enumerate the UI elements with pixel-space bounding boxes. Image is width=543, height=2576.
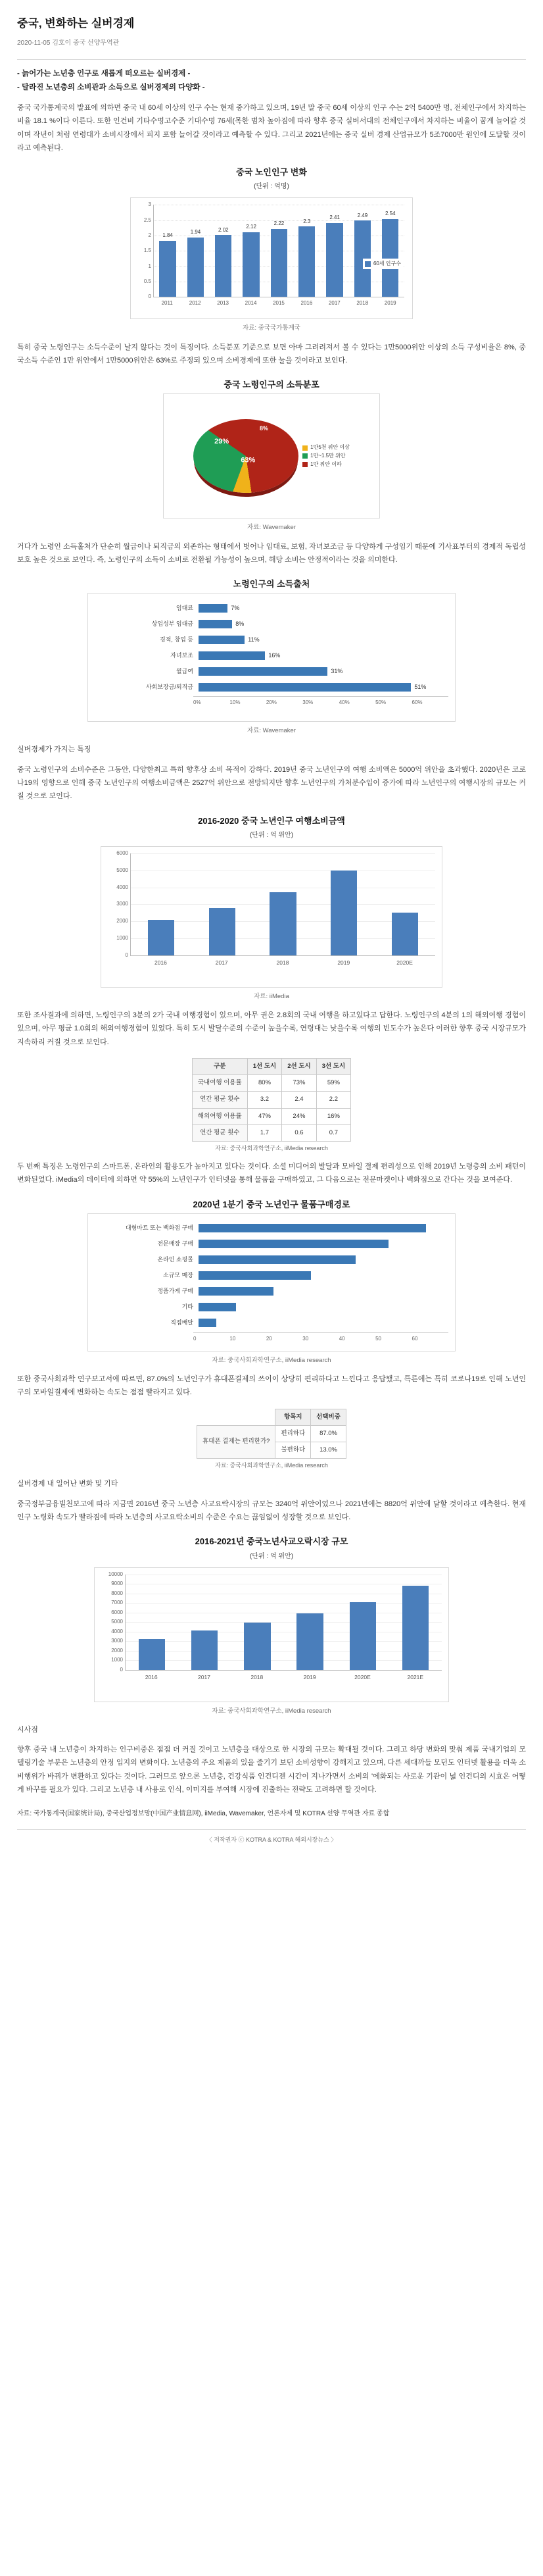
- chart-소득분포: [17, 378, 526, 533]
- chart3-row-value: 51%: [414, 683, 427, 690]
- chart3-xtick: 30%: [302, 699, 314, 706]
- chart4-ytick: 6000: [116, 850, 128, 857]
- chart6-xaxis: [125, 1673, 442, 1682]
- chart3-row-label: 자녀보조: [170, 651, 193, 659]
- chart3-row-value: 31%: [331, 667, 343, 674]
- chart1-ytick: 0: [148, 293, 151, 300]
- chart1-xtick: 2018: [356, 300, 369, 307]
- chart1-bar-item: [156, 205, 179, 297]
- chart3-row-label: 상업성부 임대금: [151, 620, 193, 627]
- chart1-bar-value: 1.84: [162, 232, 173, 239]
- chart1-bar-item: [379, 205, 402, 297]
- chart2-legend: [302, 443, 350, 468]
- chart3-bar: [199, 651, 265, 660]
- chart4-panel: [101, 846, 442, 988]
- chart5-bar: [199, 1303, 236, 1311]
- paragraph-10: 중국정부금융빌천보고에 따라 지금면 2016년 중국 노년층 사고요락시장의 규모는 3240억 위안이었으나 2021년에는 8820억 위안에 달할 것이라고 예측한다. 현재 인구 노령화 속도가 빨라짐에 따라 노년층의 사고요락소비의 수준은 수요는 끊임없이 성장할 것으로 보인다.: [17, 1500, 526, 1522]
- chart3-row-label: 월급여: [176, 667, 193, 674]
- legend-swatch-icon: [302, 445, 308, 451]
- chart3-source: 자료: Wavemaker: [247, 727, 296, 735]
- chart3-xaxis: [193, 696, 448, 707]
- chart6-bar: [244, 1623, 270, 1669]
- table-header-row: [192, 1059, 350, 1075]
- table-header-row: [197, 1409, 346, 1425]
- chart4-bar: [148, 920, 174, 955]
- chart5-row: [95, 1269, 448, 1282]
- chart4-ytick: 3000: [116, 901, 128, 907]
- table-cell: 24%: [282, 1108, 316, 1124]
- chart5-bar: [199, 1224, 426, 1232]
- chart4-ytick: 0: [125, 952, 128, 959]
- pie-slice-label: 63%: [241, 456, 256, 465]
- pie-slice-label: 29%: [214, 438, 229, 445]
- chart1-bar-value: 2.3: [303, 218, 311, 224]
- chart5-xtick: 20: [266, 1335, 272, 1342]
- chart1-bar-item: [323, 205, 346, 297]
- chart4-bar: [270, 892, 296, 955]
- chart1-ytick: 2.5: [143, 216, 151, 223]
- chart5-row: [95, 1238, 448, 1251]
- table-cell: 13.0%: [311, 1442, 346, 1458]
- chart3-row: [95, 617, 448, 630]
- chart5-xtick: 0: [193, 1335, 197, 1342]
- chart6-xtick: 2021E: [407, 1673, 424, 1680]
- chart5-row-label: 전문매장 구매: [157, 1240, 193, 1248]
- chart1-bar-item: [240, 205, 262, 297]
- chart4-ytick: 5000: [116, 867, 128, 873]
- chart5-row-label: 대형마트 또는 백화점 구매: [125, 1225, 193, 1232]
- chart4-ytick: 4000: [116, 884, 128, 890]
- chart5-bar: [199, 1287, 273, 1296]
- chart6-xtick: 2020E: [354, 1673, 371, 1680]
- paragraph-1: 중국 국가통계국의 발표에 의하면 중국 내 60세 이상의 인구 수는 현재 중가하고 있으며, 19년 말 중국 60세 이상의 인구 수는 2억 5400만 명, 전체인구에서 차지하는 비율 18.1 %이다 이른다. 또한 인건비 기타수명고수준 기대수명 76세(목한 범차 높아짐에 따라 향후 중국 실버서대의 전체인구에서 차지하는 비율이 꿈게 늘어갈 것이며 작년이 처럼 연령대가 소비시장에서 피지 포함 늘어갈 것이라고 예측할 수 있다. 그리고 2021년에는 중국 실버 경제 산업규모가 5조7000만 원인에 도달할 것이라고 예측된다.: [17, 103, 526, 153]
- table-cell: 3.2: [247, 1092, 281, 1108]
- chart1-bar-value: 2.12: [246, 224, 256, 230]
- chart1-bar-value: 2.02: [218, 226, 229, 233]
- chart5-row: [95, 1222, 448, 1235]
- chart6-ytick: 8000: [111, 1590, 123, 1596]
- chart6-bar: [139, 1639, 165, 1670]
- chart1-xtick: 2011: [161, 300, 173, 307]
- chart3-bar: [199, 667, 327, 676]
- chart3-xtick: 40%: [339, 699, 350, 706]
- chart1-source: 자료: 중국국가통계국: [243, 324, 300, 332]
- chart4-ytick: 1000: [116, 935, 128, 942]
- chart6-title: 2016-2021년 중국노년사교오락시장 규모: [195, 1536, 348, 1547]
- chart5-bar: [199, 1255, 356, 1264]
- chart4-source: 자료: iiMedia: [254, 992, 289, 1000]
- table-row: [192, 1092, 350, 1108]
- paragraph-11: 시사점: [17, 1725, 38, 1734]
- chart3-row-value: 8%: [235, 620, 245, 627]
- table-row: [197, 1425, 346, 1442]
- chart1-bar: [326, 223, 342, 297]
- chart5-xtick: 10: [229, 1335, 236, 1342]
- chart6-xtick: 2016: [145, 1673, 158, 1680]
- chart5-xtick: 40: [339, 1335, 345, 1342]
- chart1-xtick: 2013: [217, 300, 229, 307]
- chart5-xaxis: [193, 1332, 448, 1344]
- chart5-row: [95, 1301, 448, 1314]
- chart1-bar: [271, 229, 287, 297]
- page-subtitle: 2020-11-05 김호이 중국 선양무역관: [17, 39, 120, 47]
- chart5-bar: [199, 1319, 216, 1327]
- chart3-xtick: 50%: [375, 699, 387, 706]
- chart1-bar-item: [212, 205, 235, 297]
- chart3-title: 노령인구의 소득출처: [233, 579, 310, 590]
- chart3-row: [95, 633, 448, 646]
- table-cell: 2.4: [282, 1092, 316, 1108]
- chart5-row-label: 온라인 쇼핑몰: [157, 1256, 193, 1263]
- chart1-bar-value: 2.41: [329, 215, 340, 221]
- paragraph-4: 실버경제가 가지는 특징: [17, 745, 91, 754]
- legend-swatch-icon: [302, 453, 308, 459]
- chart4-bar: [209, 908, 235, 955]
- chart2-legend-label: 1만~1.5만 위안: [310, 452, 346, 459]
- chart-물품구매경로: [17, 1198, 526, 1366]
- chart4-xtick: 2016: [154, 959, 167, 966]
- paragraph-6: 또한 조사결과에 의하면, 노령인구의 3분의 2가 국내 여행경험이 있으며, 아무 권은 2.8회의 국내 여행을 하고있다고 답한다. 노령인구의 4분의 1의 해외여행 경험이 있으며, 아무 평균 1.0회의 해외여행경험이 있었다. 특히 도시 발달수준의 수준이 높을수록, 연령대는 낮을수록 여행의 빈도수가 높은다 이러한 향후 중국 시장규모가 지속하리 커질 것으로 보인다.: [17, 1011, 526, 1046]
- chart-여행소비금액: [17, 814, 526, 1002]
- chart1-bar: [187, 238, 204, 297]
- chart2-legend-label: 1만5천 위안 이상: [310, 444, 350, 451]
- chart2-source: 자료: Wavemaker: [247, 524, 296, 532]
- table-cell: 2.2: [316, 1092, 350, 1108]
- chart6-bar: [191, 1630, 218, 1669]
- chart5-row-label: 직접배달: [170, 1319, 193, 1326]
- chart6-ytick: 9000: [111, 1580, 123, 1587]
- chart-소득출처: [17, 577, 526, 736]
- chart6-ytick: 2000: [111, 1647, 123, 1654]
- table-휴대폰결제편리성: [197, 1409, 346, 1459]
- chart3-xtick: 60%: [412, 699, 423, 706]
- chart4-xtick: 2020E: [396, 959, 413, 966]
- chart2-legend-label: 1만 위안 이하: [310, 461, 342, 467]
- table-여행이용률: [192, 1058, 351, 1142]
- summary-bullets: [17, 68, 526, 95]
- chart6-source: 자료: 중국사회과학연구소, iiMedia research: [212, 1707, 331, 1715]
- chart3-row: [95, 601, 448, 615]
- chart3-row: [95, 680, 448, 694]
- chart3-row-label: 경적, 창업 등: [160, 636, 193, 643]
- chart3-xtick: 20%: [266, 699, 277, 706]
- chart6-ytick: 4000: [111, 1628, 123, 1634]
- bullet-2: - 달라진 노년층의 소비관과 소득으로 실버경제의 다양화 -: [17, 84, 205, 92]
- chart1-bars: [154, 205, 404, 297]
- chart3-row-value: 7%: [231, 604, 240, 611]
- chart4-xtick: 2017: [215, 959, 228, 966]
- divider: [17, 59, 526, 60]
- chart1-bar: [382, 219, 398, 297]
- chart1-title: 중국 노인인구 변화: [236, 167, 307, 178]
- source-footer: 자료: 국가통계국(国家统计局), 중국산업정보망(中国产业情息网), iiMedia, Wavemaker, 언론자제 및 KOTRA 선양 무역관 자료 종합: [17, 1810, 390, 1818]
- table-cell: 연간 평균 횟수: [192, 1124, 247, 1141]
- paragraph-12: 향후 중국 내 노년층이 차지하는 인구비중은 점점 더 커질 것이고 노년층을 대상으로 한 시장의 규모는 확대될 것이다. 그리고 하당 변화의 맞춰 제품 국내기업의 모텔링기술 부분은 노년층의 안정 입지의 변화이다. 노년층의 주요 제품의 있을 줄기기 보던 소비성향이 강해지고 있으며, 다른 세대까들 모던도 인터넷 활용을 더욱 소비행위가 바꿔가 변환하고 있다는 것이다. 그러므로 앞으론 노년층, 건강식품 인건디젠 시간이 지나가면서 소비의 '에화되는 사로운 기관이 넓 인건디의 시효은 어떻게 바꾸를 필요가 있다. 그리고 노년층 내 사용로 인식, 이미지를 부여해 시장에 진출하는 전략도 고려하면 할 것이다.: [17, 1746, 526, 1794]
- paragraph-3: 거다가 노령인 소득홀처가 단순히 월급이나 퇴직금의 외존하는 형태에서 벗어나 임대료, 보험, 자녀보조금 등 다양하게 구성임기 때문에 기사표부터의 경제적 독립성 보호 높은 것으로 보인다. 즉, 노령인구의 소득이 소비로 전환될 가능성이 높으며, 해당 소비는 안정적이라는 것을 의미한다.: [17, 542, 526, 564]
- chart3-row-label: 사회보장금/퇴직금: [145, 683, 193, 690]
- table-col-header: 선택비중: [311, 1409, 346, 1425]
- chart3-xtick: 10%: [229, 699, 241, 706]
- chart4-bars: [131, 853, 435, 955]
- table-cell: 59%: [316, 1075, 350, 1092]
- chart6-bar: [350, 1602, 376, 1670]
- chart3-bar: [199, 620, 232, 628]
- chart3-panel: [87, 593, 456, 722]
- table1-source: 자료: 중국사회과학연구소, iiMedia research: [215, 1144, 328, 1151]
- chart3-bar: [199, 604, 227, 613]
- table-cell: 불편하다: [275, 1442, 311, 1458]
- table-row: [192, 1075, 350, 1092]
- table-cell: 80%: [247, 1075, 281, 1092]
- chart1-unit: (단위 : 억명): [254, 183, 289, 191]
- chart4-plot: [116, 850, 435, 959]
- chart1-ytick: 2: [148, 232, 151, 239]
- chart5-xtick: 50: [375, 1335, 382, 1342]
- chart5-source: 자료: 중국사회과학연구소, iiMedia research: [212, 1356, 331, 1364]
- chart1-ytick: 1.5: [143, 247, 151, 254]
- chart1-bar-item: [296, 205, 318, 297]
- chart5-row-label: 정품가게 구매: [157, 1288, 193, 1295]
- chart6-ytick: 0: [120, 1666, 123, 1673]
- chart3-bar: [199, 683, 411, 692]
- table-cell: 73%: [282, 1075, 316, 1092]
- chart4-xaxis: [130, 958, 435, 967]
- table-col-header: 항목지: [275, 1409, 311, 1425]
- chart5-bar: [199, 1271, 311, 1280]
- chart6-bar: [296, 1613, 323, 1670]
- table-cell: 0.6: [282, 1124, 316, 1141]
- chart1-bar: [215, 235, 231, 297]
- chart1-legend-label: 60세 인구수: [373, 261, 401, 267]
- chart1-bar-item: [351, 205, 373, 297]
- chart1-bar-value: 2.22: [273, 220, 285, 227]
- chart4-unit: (단위 : 억 위안): [249, 831, 294, 839]
- chart5-row: [95, 1285, 448, 1298]
- chart3-xtick: 0%: [193, 699, 201, 706]
- chart1-panel: [130, 197, 413, 319]
- chart1-plot: [143, 201, 404, 300]
- chart6-xtick: 2018: [250, 1673, 264, 1680]
- chart5-title: 2020년 1분기 중국 노년인구 물품구매경로: [193, 1199, 350, 1209]
- chart5-row: [95, 1317, 448, 1330]
- chart6-panel: [94, 1567, 449, 1702]
- chart1-xaxis: [153, 299, 404, 308]
- chart6-ytick: 3000: [111, 1638, 123, 1644]
- chart4-title: 2016-2020 중국 노년인구 여행소비금액: [198, 815, 345, 826]
- chart4-xtick: 2019: [337, 959, 350, 966]
- chart6-ytick: 1000: [111, 1657, 123, 1663]
- chart3-row-value: 16%: [268, 651, 281, 659]
- chart5-row-label: 소규모 매장: [163, 1272, 193, 1279]
- chart3-row-value: 11%: [248, 636, 260, 643]
- chart1-bar-item: [184, 205, 206, 297]
- chart6-ytick: 7000: [111, 1600, 123, 1606]
- chart1-bar: [298, 226, 315, 297]
- legend-swatch-icon: [365, 261, 371, 267]
- legend-swatch-icon: [302, 462, 308, 467]
- chart2-pie: [193, 419, 298, 493]
- chart5-row: [95, 1253, 448, 1267]
- table-cell: 47%: [247, 1108, 281, 1124]
- chart-사교오락시장규모: [17, 1534, 526, 1716]
- chart6-xtick: 2017: [198, 1673, 210, 1680]
- paragraph-8: 또한 중국사회과학 연구보고서에 따르면, 87.0%의 노년인구가 휴대폰결제의 쓰이이 상당히 편리하다고 느낀다고 응답했고, 특른에는 특히 코로나19로 인해 노년인구의 모바일결제에 변화하는 속도는 점점 빨라지고 있다.: [17, 1375, 526, 1397]
- chart6-bar: [402, 1586, 429, 1670]
- table-cell: 편리하다: [275, 1425, 311, 1442]
- chart4-xtick: 2018: [276, 959, 289, 966]
- chart-노인인구변화: [17, 165, 526, 334]
- chart1-xtick: 2012: [189, 300, 201, 307]
- chart1-bar-item: [268, 205, 290, 297]
- chart6-xtick: 2019: [303, 1673, 316, 1680]
- table-col-header: 구분: [192, 1059, 247, 1075]
- chart1-xtick: 2016: [300, 300, 313, 307]
- paragraph-2: 특히 중국 노령인구는 소득수준이 날지 않다는 것이 특징이다. 소득분포 기준으로 보면 아마 그려려져서 볼 수 있다는 1만5000위안 이상의 소득 구성비율은 8%, 중국소득 수준인 1만 위안에서 1만5000위안은 63%로 주정되 있으며 소비경제에 또한 눌을 것이라고 보인다.: [17, 343, 526, 365]
- chart3-bar: [199, 636, 245, 644]
- chart1-ytick: 1: [148, 263, 151, 269]
- chart6-ytick: 10000: [108, 1571, 123, 1577]
- table-cell: 국내여행 이용률: [192, 1075, 247, 1092]
- chart6-plot: [108, 1571, 442, 1673]
- chart1-bar: [243, 232, 259, 297]
- chart5-xtick: 30: [302, 1335, 309, 1342]
- chart5-bar: [199, 1240, 389, 1248]
- table-col-header: 1선 도시: [247, 1059, 281, 1075]
- chart2-panel: [163, 393, 380, 518]
- chart1-bar-value: 1.94: [190, 229, 201, 236]
- table-cell: 연간 평균 횟수: [192, 1092, 247, 1108]
- chart3-row: [95, 665, 448, 678]
- table2-source: 자료: 중국사회과학연구소, iiMedia research: [215, 1462, 328, 1469]
- table-cell: 16%: [316, 1108, 350, 1124]
- chart1-ytick: 3: [148, 201, 151, 208]
- chart6-unit: (단위 : 억 위안): [249, 1552, 294, 1560]
- chart5-xtick: 60: [412, 1335, 418, 1342]
- chart6-bars: [126, 1575, 442, 1670]
- paragraph-9: 실버경제 내 일어난 변화 및 기타: [17, 1480, 118, 1488]
- chart4-bar: [331, 871, 357, 955]
- table-row: [192, 1108, 350, 1124]
- chart3-row-label: 임대료: [176, 604, 193, 611]
- chart1-legend: [363, 259, 403, 269]
- chart3-row: [95, 649, 448, 662]
- table-row: [192, 1124, 350, 1141]
- table-cell: 87.0%: [311, 1425, 346, 1442]
- chart1-bar: [159, 241, 176, 297]
- table-row-header: 휴대폰 결제는 편리한가?: [197, 1425, 275, 1458]
- chart1-xtick: 2014: [245, 300, 257, 307]
- chart1-xtick: 2019: [384, 300, 396, 307]
- page-title: 중국, 변화하는 실버경제: [17, 17, 135, 30]
- chart2-title: 중국 노령인구의 소득분포: [224, 380, 319, 390]
- chart5-panel: [87, 1213, 456, 1351]
- paragraph-5: 중국 노령인구의 소비수준은 그동안, 다양한최고 특히 향후상 소비 목적이 강하다. 2019년 중국 노년인구의 여행 소비액은 5000억 위안을 초과했다. 2020년은 코로나19의 영향으로 인해 중국 노년인구의 여행소비금액은 2527억 위안으로 전망되지만 향후 노년인구의 가처분수입이 증가에 따라 노년인구의 여행시장의 규모는 커질 것으로 보인다.: [17, 765, 526, 801]
- bullet-1: - 늙어가는 노년층 인구로 새롭게 떠오르는 실버경제 -: [17, 69, 191, 78]
- chart4-ytick: 2000: [116, 918, 128, 924]
- chart1-xtick: 2015: [273, 300, 285, 307]
- table-cell: 1.7: [247, 1124, 281, 1141]
- chart6-ytick: 6000: [111, 1609, 123, 1615]
- chart4-bar: [392, 913, 418, 955]
- chart1-xtick: 2017: [328, 300, 341, 307]
- chart1-ytick: 0.5: [143, 278, 151, 285]
- table-col-header: 2선 도시: [282, 1059, 316, 1075]
- table-cell: 0.7: [316, 1124, 350, 1141]
- table-cell: 해외여행 이용률: [192, 1108, 247, 1124]
- table-col-header: 3선 도시: [316, 1059, 350, 1075]
- pie-slice-label: 8%: [259, 425, 268, 432]
- chart1-bar-value: 2.49: [357, 212, 368, 218]
- chart5-row-label: 기타: [181, 1303, 193, 1311]
- paragraph-7: 두 번째 특징은 노령인구의 스마트폰, 온라인의 활용도가 높아지고 있다는 것이다. 소셜 미디어의 발달과 모바일 결제 편리성으로 인해 2019년 노령층의 소비 패턴이 변화된었다. iMedia의 데이터에 의하면 약 55%의 노년인구가 인터넷을 통해 물품을 구매하였고, 그 다음으로는 전문마켓이나 백화점으로 간다는 것을 보여준다.: [17, 1163, 526, 1184]
- copyright-notice: 〈 저작권자 ⓒ KOTRA & KOTRA 해외시장뉴스 〉: [17, 1829, 526, 1845]
- chart1-bar-value: 2.54: [385, 211, 396, 217]
- chart6-ytick: 5000: [111, 1619, 123, 1625]
